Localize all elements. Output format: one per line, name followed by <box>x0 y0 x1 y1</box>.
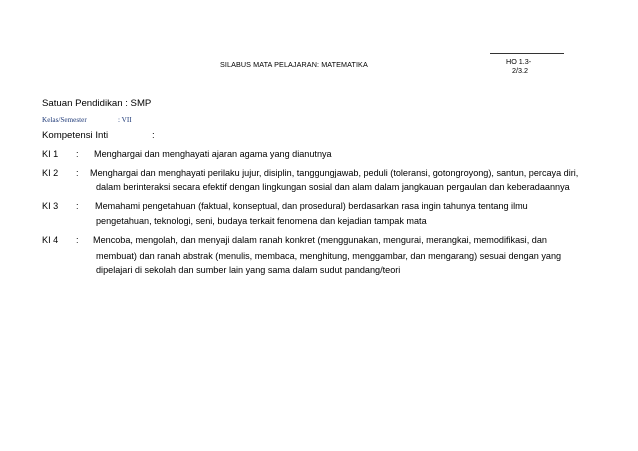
kelas-semester-label: Kelas/Semester <box>42 116 87 124</box>
ki-text-line: Menghargai dan menghayati ajaran agama yang dianutnya <box>94 149 332 159</box>
document-title: SILABUS MATA PELAJARAN: MATEMATIKA <box>220 60 368 69</box>
kelas-semester-value: : VII <box>118 116 132 124</box>
ki-text-line: dipelajari di sekolah dan sumber lain yang sama dalam sudut pandang/teori <box>96 265 401 275</box>
kompetensi-inti-label: Kompetensi Inti <box>42 130 109 141</box>
ki-colon: : <box>76 201 79 211</box>
ki-text-line: Memahami pengetahuan (faktual, konseptual, dan prosedural) berdasarkan rasa ingin tahunya tentang ilmu <box>95 201 528 211</box>
ki-colon: : <box>76 235 79 245</box>
ki-text-line: membuat) dan ranah abstrak (menulis, membaca, menghitung, menggambar, dan mengarang) sesuai dengan yang <box>96 251 562 261</box>
ki-colon: : <box>76 168 79 178</box>
ki-text-line: pengetahuan, teknologi, seni, budaya terkait fenomena dan kejadian tampak mata <box>96 216 427 226</box>
ki-text-line: Menghargai dan menghayati perilaku jujur, disiplin, tanggungjawab, peduli (toleransi, gotongroyong), santun, percaya diri, <box>90 168 579 178</box>
kompetensi-inti-colon: : <box>152 130 155 141</box>
ki-code: KI 2 <box>42 168 59 178</box>
ki-text-line: Mencoba, mengolah, dan menyaji dalam ranah konkret (menggunakan, mengurai, merangkai, memodifikasi, dan <box>93 235 547 245</box>
ki-text-line: dalam berinteraksi secara efektif dengan lingkungan sosial dan alam dalam jangkauan pergaulan dan keberadaannya <box>96 182 570 192</box>
ki-colon: : <box>76 149 79 159</box>
ki-code: KI 1 <box>42 149 59 159</box>
handout-code-line2: 2/3.2 <box>512 66 528 75</box>
handout-code-line1: HO 1.3- <box>506 57 532 66</box>
ki-code: KI 4 <box>42 235 59 245</box>
ki-code: KI 3 <box>42 201 59 211</box>
satuan-pendidikan: Satuan Pendidikan : SMP <box>42 98 152 109</box>
